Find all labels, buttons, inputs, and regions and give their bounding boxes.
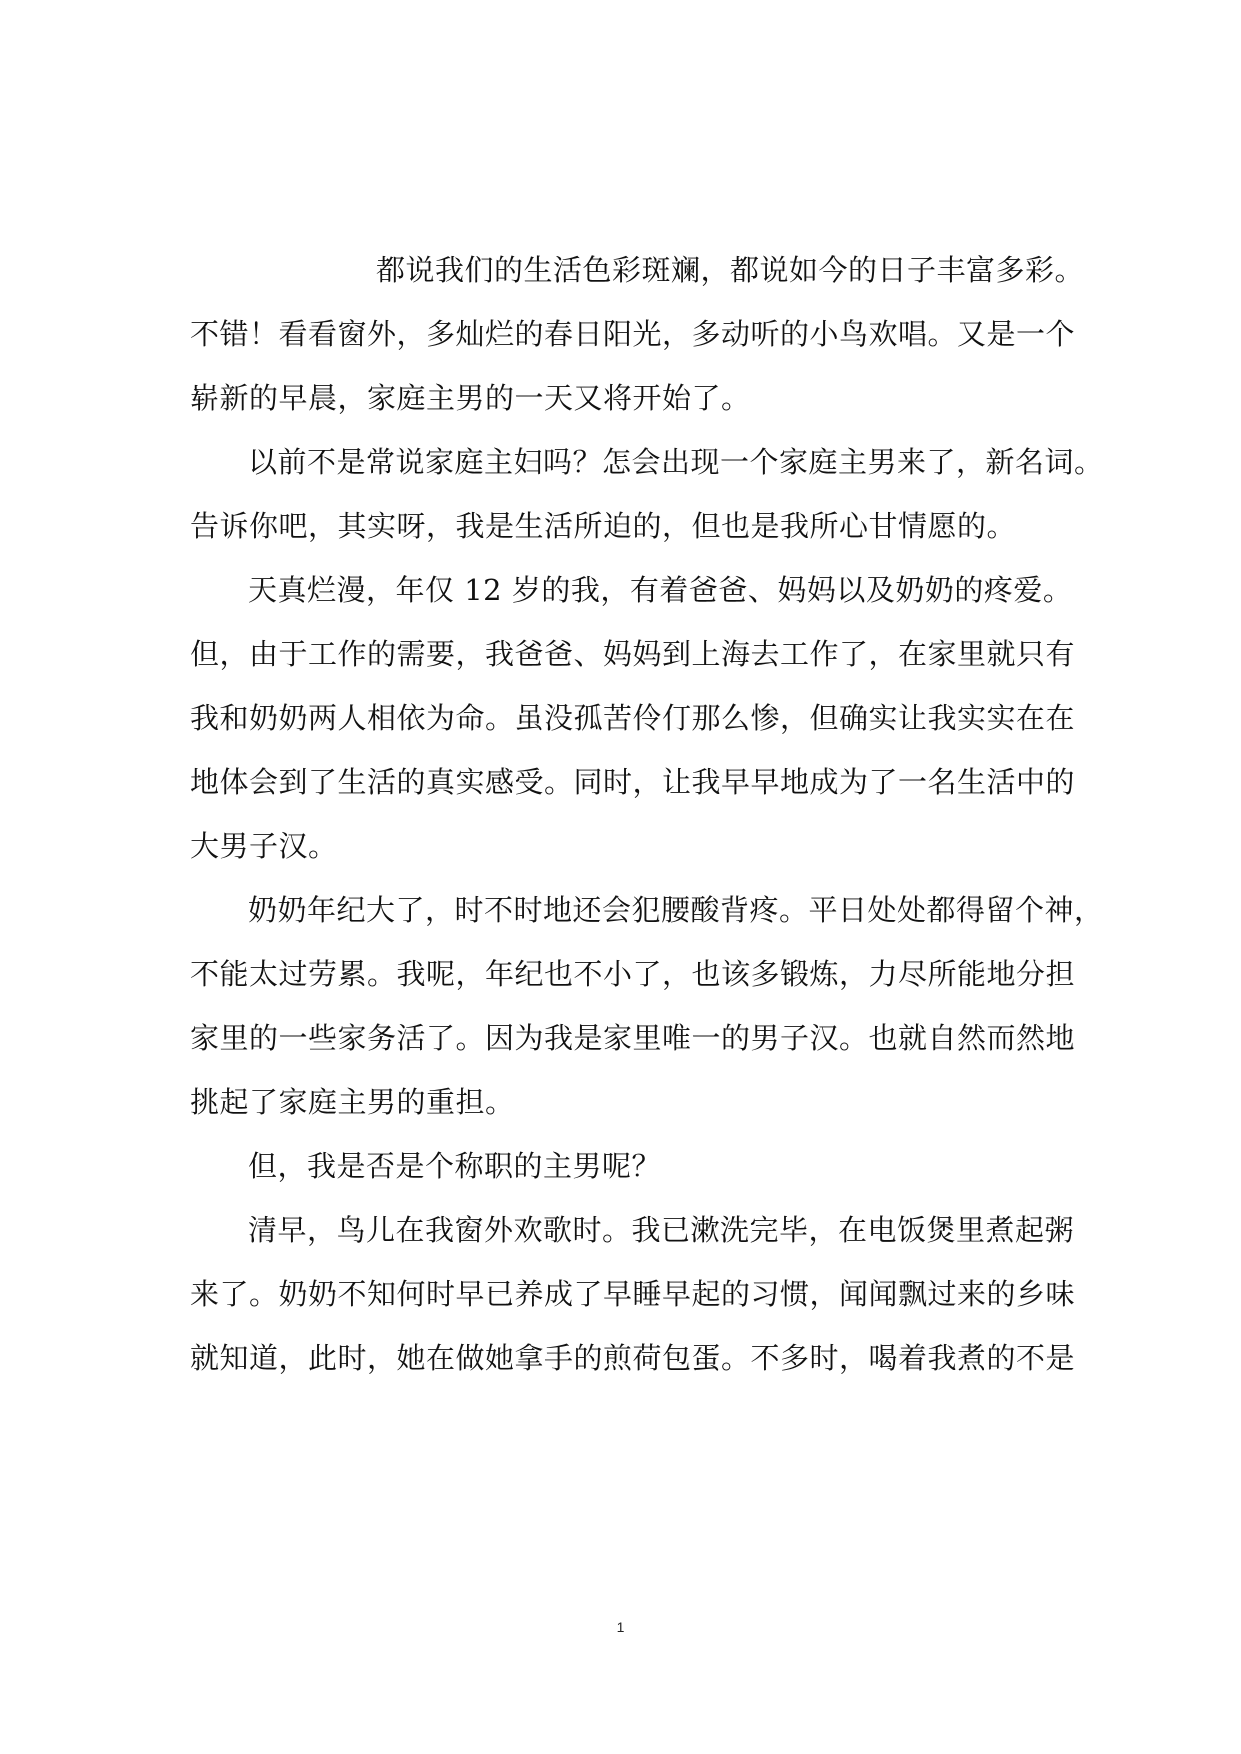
text-line: 不能太过劳累。我呢，年纪也不小了，也该多锻炼，力尽所能地分担 (190, 957, 1076, 991)
text-line: 来了。奶奶不知何时早已养成了早睡早起的习惯，闻闻飘过来的乡味 (190, 1277, 1076, 1311)
text-line: 奶奶年纪大了，时不时地还会犯腰酸背疼。平日处处都得留个神， (248, 893, 1104, 927)
text-line: 但，由于工作的需要，我爸爸、妈妈到上海去工作了，在家里就只有 (190, 637, 1076, 671)
text-line: 就知道，此时，她在做她拿手的煎荷包蛋。不多时，喝着我煮的不是 (190, 1341, 1076, 1375)
text-line: 挑起了家庭主男的重担。 (190, 1085, 515, 1119)
text-line: 崭新的早晨，家庭主男的一天又将开始了。 (190, 381, 751, 415)
text-line: 不错！看看窗外，多灿烂的春日阳光，多动听的小鸟欢唱。又是一个 (190, 317, 1076, 351)
text-line: 地体会到了生活的真实感受。同时，让我早早地成为了一名生活中的 (190, 765, 1076, 799)
text-line: 大男子汉。 (190, 829, 338, 863)
text-line: 家里的一些家务活了。因为我是家里唯一的男子汉。也就自然而然地 (190, 1021, 1076, 1055)
text-line: 清早，鸟儿在我窗外欢歌时。我已漱洗完毕，在电饭煲里煮起粥 (248, 1213, 1075, 1247)
text-line: 天真烂漫，年仅 12 岁的我，有着爸爸、妈妈以及奶奶的疼爱。 (248, 573, 1073, 607)
text-line: 都说我们的生活色彩斑斓，都说如今的日子丰富多彩。 (376, 253, 1085, 287)
text-line: 以前不是常说家庭主妇吗？怎会出现一个家庭主男来了，新名词。 (248, 445, 1104, 479)
text-line: 但，我是否是个称职的主男呢？ (248, 1149, 662, 1183)
page-number: 1 (616, 1619, 625, 1635)
text-line: 我和奶奶两人相依为命。虽没孤苦伶仃那么惨，但确实让我实实在在 (190, 701, 1076, 735)
text-line: 告诉你吧，其实呀，我是生活所迫的，但也是我所心甘情愿的。 (190, 509, 1017, 543)
